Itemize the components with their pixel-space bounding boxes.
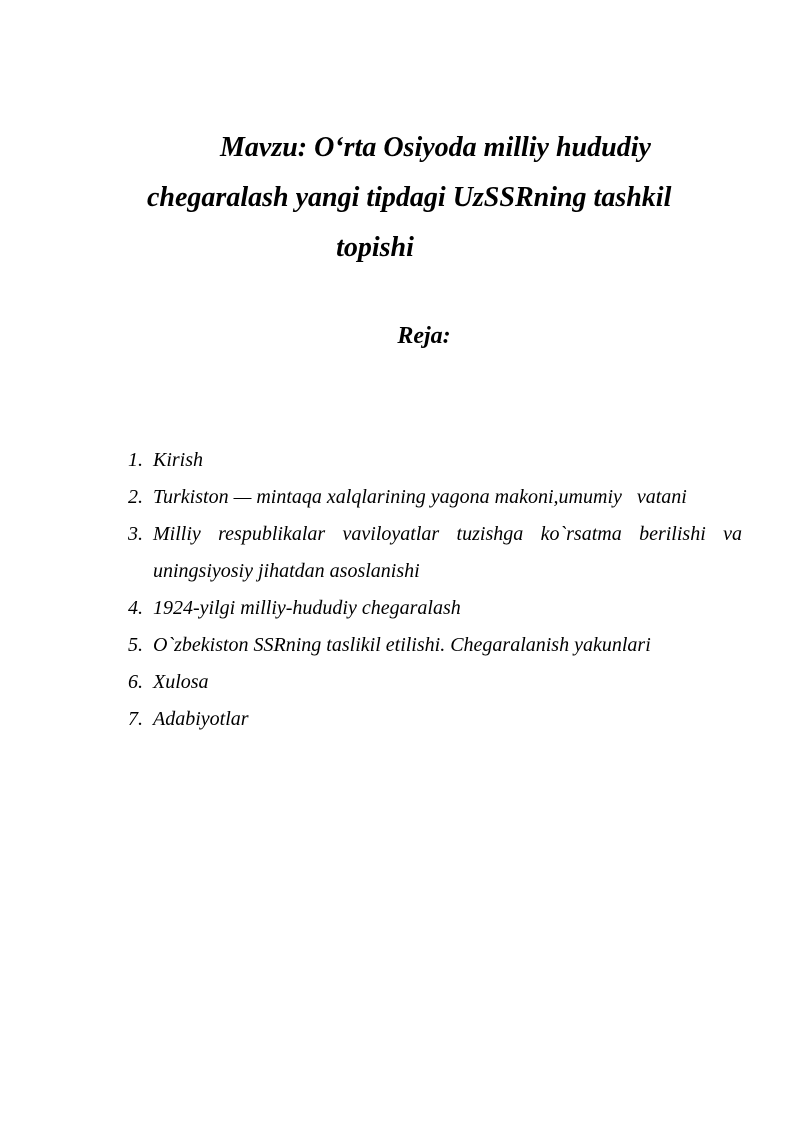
title-line-2: chegaralash yangi tipdagi UzSSRning tashkil xyxy=(147,182,672,213)
plan-item-text: Xulosa xyxy=(153,671,209,693)
plan-item-text: O`zbekiston SSRning taslikil etilishi. Chegaralanish yakunlari xyxy=(153,634,651,656)
plan-item-text: Adabiyotlar xyxy=(153,708,249,730)
plan-item xyxy=(128,479,742,516)
document-title xyxy=(90,123,760,273)
plan-item xyxy=(128,516,742,590)
plan-item xyxy=(128,701,742,738)
plan-item xyxy=(128,442,742,479)
plan-item-number: 5. xyxy=(128,634,143,656)
plan-item-number: 2. xyxy=(128,486,143,508)
plan-item-number: 3. xyxy=(128,523,143,545)
title-line-3: topishi xyxy=(336,232,414,263)
plan-item-text: 1924-yilgi milliy-hududiy chegaralash xyxy=(153,597,461,619)
plan-item xyxy=(128,590,742,627)
plan-item-text: Milliy respublikalar vaviloyatlar tuzishga ko`rsatma berilishi va uningsiyosiy jihatdan asoslanishi xyxy=(153,523,742,582)
plan-item-number: 6. xyxy=(128,671,143,693)
plan-item-number: 1. xyxy=(128,449,143,471)
plan-item-text: Kirish xyxy=(153,449,204,471)
plan-heading: Reja: xyxy=(397,323,451,349)
plan-item-text: Turkiston — mintaqa xalqlarining yagona makoni,umumiy vatani xyxy=(153,486,687,508)
plan-item xyxy=(128,627,742,664)
plan-list xyxy=(128,442,742,738)
title-line-1: Mavzu: O‘rta Osiyoda milliy hududiy xyxy=(220,132,651,163)
plan-item-number: 4. xyxy=(128,597,143,619)
plan-item-number: 7. xyxy=(128,708,143,730)
plan-item xyxy=(128,664,742,701)
